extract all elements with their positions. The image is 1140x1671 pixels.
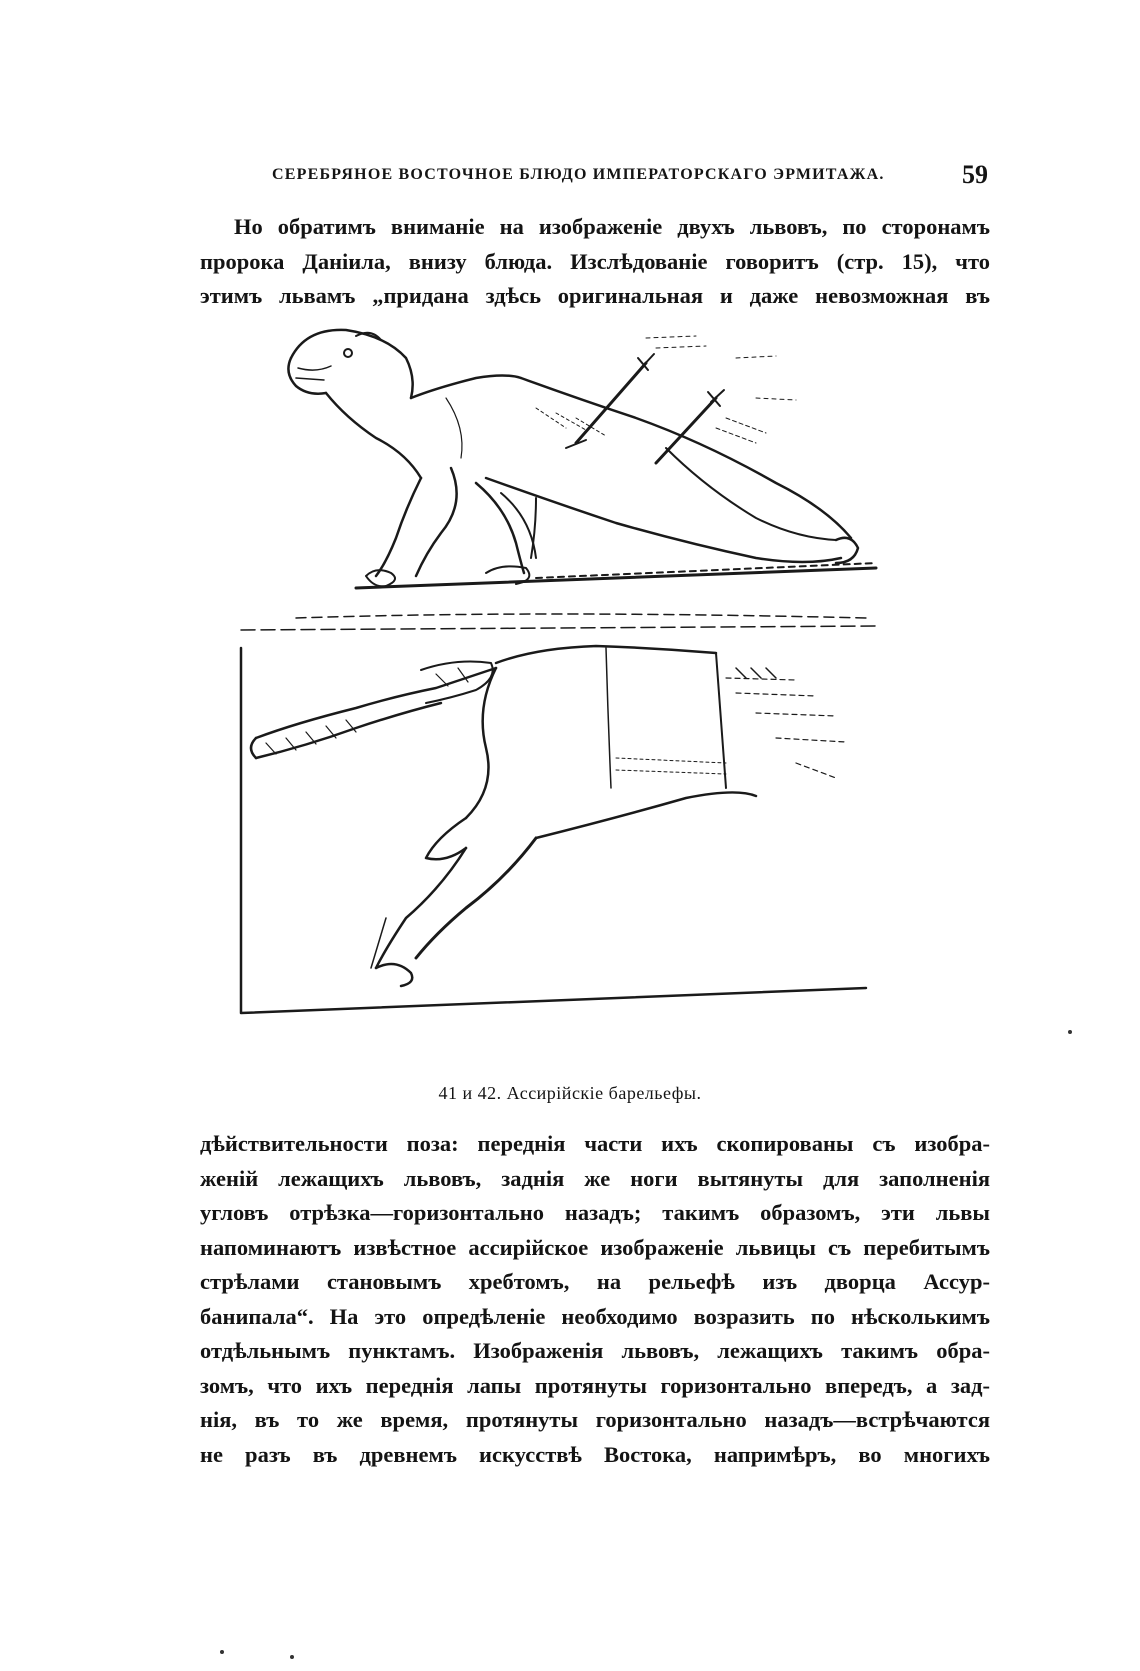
paragraph-line: зомъ, что ихъ переднія лапы протянуты горизонтально впередъ, а зад- [200,1372,990,1398]
paragraph-1 [200,210,990,314]
print-speck [290,1655,294,1659]
paragraph-line: женій лежащихъ львовъ, заднія же ноги вытянуты для заполненія [200,1165,990,1191]
page-number: 59 [962,160,988,189]
paragraph-line: угловъ отрѣзка—горизонтально назадъ; такимъ образомъ, эти львы [200,1200,990,1225]
lion-hindquarters-relief [241,626,876,1013]
paragraph-2 [200,1127,990,1472]
assyrian-reliefs-figure [236,318,936,1078]
running-title: СЕРЕБРЯНОЕ ВОСТОЧНОЕ БЛЮДО ИМПЕРАТОРСКАГО ЭРМИТАЖА. [272,166,885,183]
print-speck [220,1650,224,1654]
figure-caption: 41 и 42. Ассирійскіе барельефы. [438,1083,702,1103]
print-speck [1068,1030,1072,1034]
paragraph-line: не разъ въ древнемъ искусствѣ Востока, напримѣръ, во многихъ [200,1441,990,1467]
paragraph-line: отдѣльнымъ пунктамъ. Изображенія львовъ, лежащихъ такимъ обра- [200,1338,990,1363]
paragraph-line: Но обратимъ вниманіе на изображеніе двухъ львовъ, по сторонамъ [234,214,990,239]
paragraph-line: этимъ львамъ „придана здѣсь оригинальная и даже невозможная въ [200,283,990,308]
paragraph-line: пророка Даніила, внизу блюда. Изслѣдованіе говоритъ (стр. 15), что [200,248,990,274]
paragraph-line: дѣйствительности поза: переднія части ихъ скопированы съ изобра- [200,1131,990,1156]
paragraph-line: банипала“. На это опредѣленіе необходимо возразить по нѣсколькимъ [200,1303,990,1329]
wounded-lioness-relief [288,330,876,618]
paragraph-line: нія, въ то же время, протянуты горизонтально назадъ—встрѣчаются [200,1407,990,1432]
paragraph-line: напоминаютъ извѣстное ассирійское изображеніе львицы съ перебитымъ стрѣлами становымъ хребтомъ, на рельефѣ изъ дворца Ассур- [200,1234,990,1294]
